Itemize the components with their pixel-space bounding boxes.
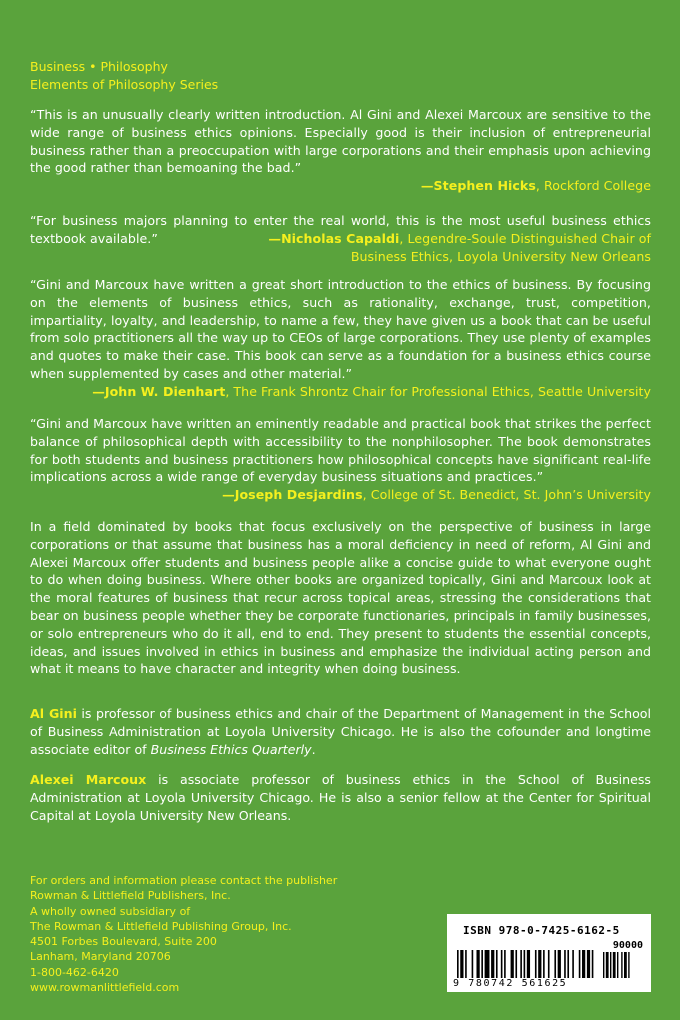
author-bio-marcoux: Alexei Marcoux is associate professor of business ethics in the School of Business Administration at Loyola University Chicago. He is also a senior fellow at the Center for Spiritual Capital at Loyola University New Orleans. [30,772,651,823]
quote-affiliation: , The Frank Shrontz Chair for Professional Ethics, Seattle University [225,383,651,399]
quote-affiliation: , Rockford College [535,178,651,194]
quote-text: “Gini and Marcoux have written an eminently readable and practical book that strikes the perfect balance of philosophical depth with accessibility to the nonphilosopher. The book demonstrates for both students and business practitioners how philosophical concepts have significant real-life implications across a wide range of everyday business situations and practices.” [30,416,651,485]
publisher-contact: For orders and information please contact the publisher Rowman & Littlefield Publishers, Inc. A wholly owned subsidiary of The Rowman & Littlefield Publishing Group, Inc. 4501 Forbes Boulevard, Suite 200 Lanham, Maryland 20706 1-800-462-6420 www.rowmanlittlefield.com [30,874,338,995]
author-bio-gini: Al Gini is professor of business ethics and chair of the Department of Management in the School of Business Administration at Loyola University Chicago. He is also the cofounder and longtime associate editor of Business Ethics Quarterly. [30,706,651,757]
quote-text: “For business majors planning to enter the real world, this is the most useful business ethics textbook available.” [30,213,651,246]
quote-text: “This is an unusually clearly written introduction. Al Gini and Alexei Marcoux are sensitive to the wide range of business ethics opinions. Especially good is their inclusion of entrepreneurial business rather than a preoccupation with large corporations and their emphasis upon achieving the good rather than bemoaning the bad.” [30,107,651,176]
book-description: In a field dominated by books that focus exclusively on the perspective of business in large corporations or that assume that business has a moral deficiency in need of reform, Al Gini and Alexei Marcoux offer students and business people alike a concise guide to what everyone ought to do when doing business. Where other books are organized topically, Gini and Marcoux look at the moral features of business that recur across topical areas, stressing the considerations that bear on business people whether they be corporate functionaries, principals in family businesses, or solo entrepreneurs who do it all, end to end. They present to students the essential concepts, ideas, and issues involved in ethics in business and emphasize the individual acting person and what it means to have character and integrity when doing business. [30,519,651,677]
quote-author: —Stephen Hicks [420,178,536,194]
series-name: Elements of Philosophy Series [30,77,219,92]
price-code: 90000 [612,940,643,951]
author-name: Alexei Marcoux [30,772,147,787]
back-cover [30,0,651,1020]
author-name: Al Gini [30,706,77,721]
publisher-website: www.rowmanlittlefield.com [30,981,180,995]
isbn-barcode [447,914,651,992]
isbn-label: ISBN 978-0-7425-6162-5 [463,924,620,937]
subject-categories: Business • Philosophy [30,59,168,74]
blurb-quote-3 [30,276,651,401]
quote-author: —Nicholas Capaldi [268,230,400,246]
quote-affiliation: , College of St. Benedict, St. John’s University [362,487,651,503]
blurb-quote-2 [30,212,651,265]
blurb-quote-1 [30,106,651,195]
quote-text: “Gini and Marcoux have written a great short introduction to the ethics of business. By focusing on the elements of business ethics, such as rationality, exchange, trust, competition, impartiality, loyalty, and leadership, to name a few, they have given us a book that can be useful from solo practitioners all the way up to CEOs of large corporations. They use plenty of examples and quotes to make their case. This book can serve as a foundation for a business ethics course when supplemented by cases and other material.” [30,277,651,381]
quote-affiliation: , Legendre-Soule Distinguished Chair of Business Ethics, Loyola University New Orleans [350,230,651,264]
blurb-quote-4 [30,415,651,504]
quote-author: —John W. Dienhart [92,383,226,399]
journal-title: Business Ethics Quarterly [150,741,312,757]
category-block [30,58,218,94]
quote-author: —Joseph Desjardins [222,487,363,503]
ean-number: 9 780742 561625 [453,978,568,989]
